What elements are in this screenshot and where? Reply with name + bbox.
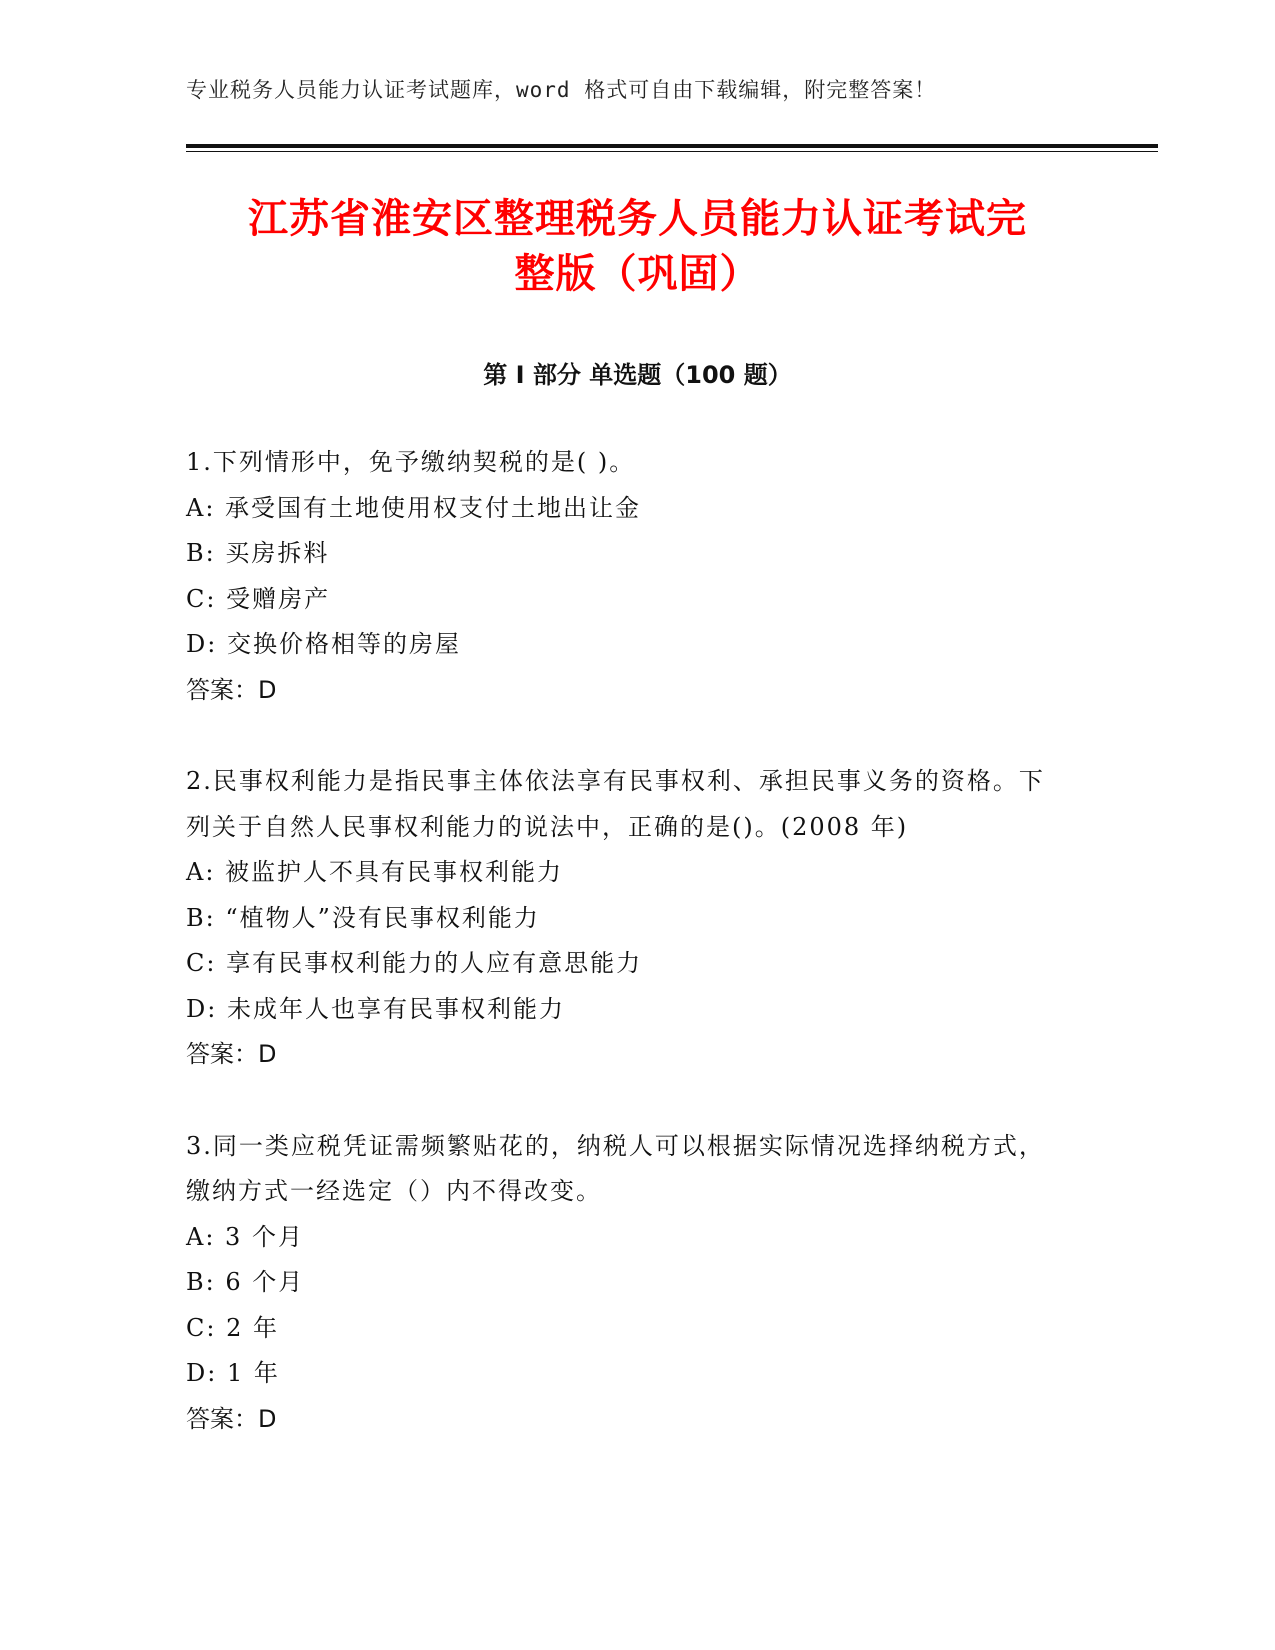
option-d: D: 交换价格相等的房屋 <box>186 630 461 658</box>
option-a: A: 3 个月 <box>186 1222 304 1251</box>
answer: 答案：D <box>186 675 277 704</box>
option-d: D: 未成年人也享有民事权利能力 <box>186 994 565 1023</box>
option-a: A: 被监护人不具有民事权利能力 <box>186 858 564 886</box>
question-list <box>186 440 1066 1488</box>
answer: 答案：D <box>186 1404 277 1433</box>
option-a: A: 承受国有土地使用权支付土地出让金 <box>186 493 642 522</box>
question-stem: 1.下列情形中，免予缴纳契税的是( )。 <box>186 448 636 476</box>
header-note: 专业税务人员能力认证考试题库，word 格式可自由下载编辑，附完整答案！ <box>186 78 937 102</box>
answer: 答案：D <box>186 1040 277 1068</box>
document-title-line-2: 整版（巩固） <box>514 251 761 297</box>
option-c: C: 享有民事权利能力的人应有意思能力 <box>186 949 643 977</box>
question-1 <box>186 440 1066 713</box>
header-rule-thin <box>186 151 1158 152</box>
section-heading: 第 I 部分 单选题（100 题） <box>483 361 792 389</box>
question-stem: 3.同一类应税凭证需频繁贴花的，纳税人可以根据实际情况选择纳税方式，缴纳方式一经选定（）内不得改变。 <box>186 1131 1045 1205</box>
question-stem: 2.民事权利能力是指民事主体依法享有民事权利、承担民事义务的资格。下列关于自然人民事权利能力的说法中，正确的是()。(2008 年) <box>186 767 1045 841</box>
document-title <box>140 192 1135 302</box>
question-3 <box>186 1124 1066 1443</box>
question-2 <box>186 759 1066 1078</box>
option-b: B: 6 个月 <box>186 1268 305 1296</box>
option-c: C: 2 年 <box>186 1313 279 1342</box>
option-c: C: 受赠房产 <box>186 584 331 613</box>
header-rule-thick <box>186 144 1158 148</box>
document-title-line-1: 江苏省淮安区整理税务人员能力认证考试完 <box>248 196 1027 242</box>
option-b: B: 买房拆料 <box>186 539 330 567</box>
option-b: B: “植物人”没有民事权利能力 <box>186 903 540 932</box>
option-d: D: 1 年 <box>186 1359 280 1387</box>
